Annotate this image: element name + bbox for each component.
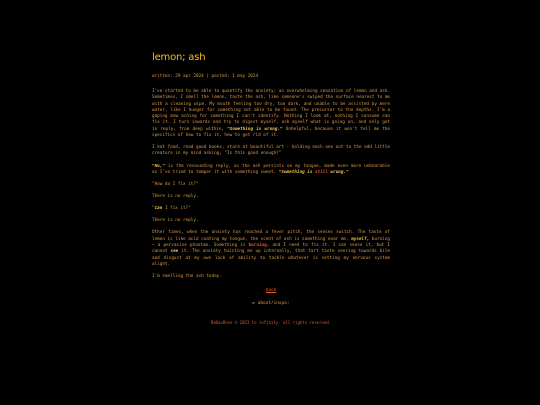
paragraph-3-quote-a: "Something is xyxy=(278,169,313,175)
paragraph-8-see: see xyxy=(170,249,179,255)
paragraph-8-d: it. The anxiety twisting me up internally, that tart taste veering towards bile and disgust at my own lack of ability to tackle whatever is setting my nervous system alight. xyxy=(152,249,391,267)
paragraph-6 xyxy=(152,206,390,212)
post-navigation xyxy=(152,288,390,306)
paragraph-3-quote-b: wrong." xyxy=(330,169,349,175)
about-inspo-link[interactable]: ► about/inspo: xyxy=(252,301,290,307)
paragraph-6-rest: I fix it?" xyxy=(164,206,191,212)
page-title: lemon; ash xyxy=(152,52,206,63)
post-dates: written: 29 apr 2024 | posted: 1 may 2024 xyxy=(152,74,259,79)
paragraph-3-still: still xyxy=(315,169,328,175)
paragraph-1-end: Unhelpful, because it won't tell me the specifics of how to fix it, how to get rid of it. xyxy=(152,126,390,139)
paragraph-8-burning: burning, xyxy=(248,242,270,248)
paragraph-8-myself: myself, xyxy=(351,236,370,242)
paragraph-6-can: Can xyxy=(154,206,163,212)
paragraph-9: I'm smelling the ash today. xyxy=(152,273,222,279)
paragraph-3-no: "No," xyxy=(152,163,165,169)
paragraph-8-c: and I need to fix it. I can sense it, but I cannot xyxy=(152,242,391,255)
paragraph-1 xyxy=(152,89,390,139)
paragraph-5: There is no reply. xyxy=(152,194,199,200)
paragraph-3 xyxy=(152,164,390,177)
paragraph-6-open: " xyxy=(152,206,155,212)
paragraph-2: I eat food, read good books, stare at beautiful art - holding each one out to the odd little creature in my mind asking, "Is this good enough?" xyxy=(152,145,390,157)
paragraph-1-emphasis: "Something is wrong." xyxy=(227,126,283,132)
paragraph-3-text: is the resounding reply, as the ash persists on my tongue, made even more unbearable as I've tried to temper it with something sweet. xyxy=(152,163,390,175)
paragraph-4: "How do I fix it?" xyxy=(152,181,199,187)
back-link[interactable]: back xyxy=(265,288,277,294)
footer-copyright: RaDoxRose © 2023 to infinity. all rights reserved. xyxy=(210,320,332,326)
paragraph-8 xyxy=(152,230,390,268)
paragraph-1-text: I've started to be able to quantify the anxiety; an overwhelming sensation of lemon and ash. Sometimes, I smell the lemon, taste the ash, like someone's swiped the surface nearest to me with a cleaning wipe. My mouth feeling too dry, too dark, and unable to be assisted by mere water, like I hunger for something not able to be found. The precursor to the depths. I'm a gaping maw aching for something I can't identify. Nothing I look at, nothing I consume can fix it. I turn inwards and try to digest myself, ask myself what is going on, and only get in reply, from deep within, xyxy=(152,89,390,132)
paragraph-7: There is no reply. xyxy=(152,218,199,224)
paragraph-8-b: burning — a pervasive phantom. Something is xyxy=(152,236,391,248)
blog-post xyxy=(152,52,390,325)
paragraph-8-a: Other times, when the anxiety has reached a fever pitch, the senses switch. The taste of lemon is like acid coating my tongue, the scent of ash is something near me, xyxy=(152,230,390,242)
